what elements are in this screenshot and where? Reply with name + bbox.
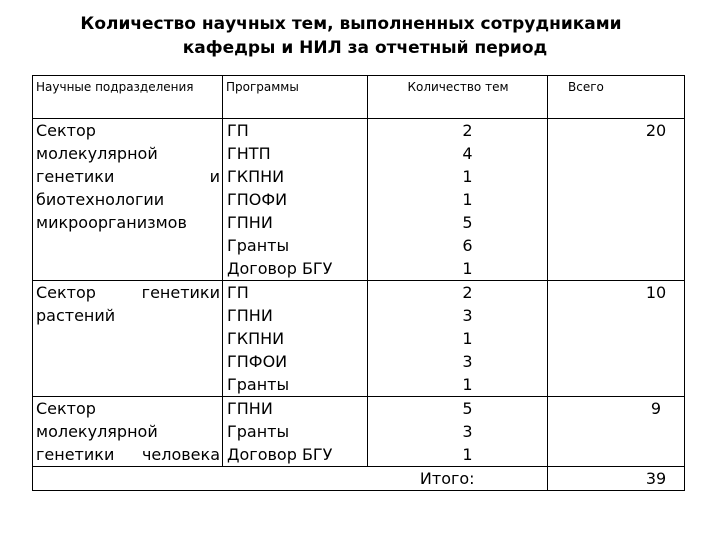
topic-count: 5: [462, 213, 473, 232]
counts-cell: [368, 397, 548, 467]
topic-count: 3: [462, 306, 473, 325]
grand-total-row: [33, 467, 685, 491]
unit-name-line: Сектор генетики: [36, 283, 220, 302]
program-name: Договор БГУ: [227, 259, 333, 278]
topic-count: 1: [462, 329, 473, 348]
program-name: ГКПНИ: [227, 167, 285, 186]
grand-total-value: 39: [645, 469, 667, 488]
table-row: [33, 397, 685, 467]
row-total-cell: [548, 281, 685, 397]
unit-name-line: Сектор: [36, 399, 96, 418]
program-name: ГП: [227, 121, 249, 140]
program-name: Гранты: [227, 236, 290, 255]
header-row: [33, 76, 685, 119]
row-total: 9: [650, 399, 662, 418]
row-total-cell: [548, 397, 685, 467]
program-name: ГНТП: [227, 144, 271, 163]
topics-table: [32, 75, 685, 491]
unit-cell: [33, 281, 223, 397]
program-name: ГПНИ: [227, 399, 273, 418]
table-body: [33, 119, 685, 491]
topic-count: 2: [462, 121, 473, 140]
program-name: ГПФОИ: [227, 352, 288, 371]
unit-name-line: генетики человека: [36, 445, 220, 464]
topic-count: 6: [462, 236, 473, 255]
program-name: Договор БГУ: [227, 445, 333, 464]
program-name: ГПОФИ: [227, 190, 288, 209]
title-line-2: кафедры и НИЛ за отчетный период: [182, 38, 548, 58]
program-name: ГПНИ: [227, 306, 273, 325]
grand-total-label-cell: [368, 467, 548, 491]
header-total: Всего: [548, 76, 685, 119]
unit-name-line: молекулярной: [36, 422, 158, 441]
program-name: ГПНИ: [227, 213, 273, 232]
program-name: Гранты: [227, 422, 290, 441]
title-line-1: Количество научных тем, выполненных сотрудниками: [80, 14, 622, 34]
topic-count: 1: [462, 190, 473, 209]
unit-cell: [33, 397, 223, 467]
grand-total-label: Итого:: [419, 469, 475, 488]
program-name: Гранты: [227, 375, 290, 394]
unit-name-line: растений: [36, 306, 116, 325]
grand-total-value-cell: [548, 467, 685, 491]
topic-count: 1: [462, 167, 473, 186]
topic-count: 1: [462, 445, 473, 464]
topic-count: 5: [462, 399, 473, 418]
unit-name-line: Сектор: [36, 121, 96, 140]
unit-name-line: биотехнологии: [36, 190, 165, 209]
unit-name-line: микроорганизмов: [36, 213, 187, 232]
topic-count: 4: [462, 144, 473, 163]
row-total: 20: [645, 121, 667, 140]
program-name: ГКПНИ: [227, 329, 285, 348]
header-topic-count: Количество тем: [368, 76, 548, 119]
table-row: [33, 119, 685, 281]
topic-count: 2: [462, 283, 473, 302]
programs-cell: [223, 119, 368, 281]
unit-name-line: генетики и: [36, 167, 220, 186]
programs-cell: [223, 281, 368, 397]
topic-count: 1: [462, 259, 473, 278]
row-total: 10: [645, 283, 667, 302]
grand-total-spacer: [33, 467, 368, 491]
header-units: Научные подразделения: [33, 76, 223, 119]
topic-count: 1: [462, 375, 473, 394]
topic-count: 3: [462, 422, 473, 441]
program-name: ГП: [227, 283, 249, 302]
unit-cell: [33, 119, 223, 281]
counts-cell: [368, 281, 548, 397]
page-title: [0, 12, 720, 60]
counts-cell: [368, 119, 548, 281]
programs-cell: [223, 397, 368, 467]
unit-name-line: молекулярной: [36, 144, 158, 163]
row-total-cell: [548, 119, 685, 281]
topic-count: 3: [462, 352, 473, 371]
table-row: [33, 281, 685, 397]
header-programs: Программы: [223, 76, 368, 119]
